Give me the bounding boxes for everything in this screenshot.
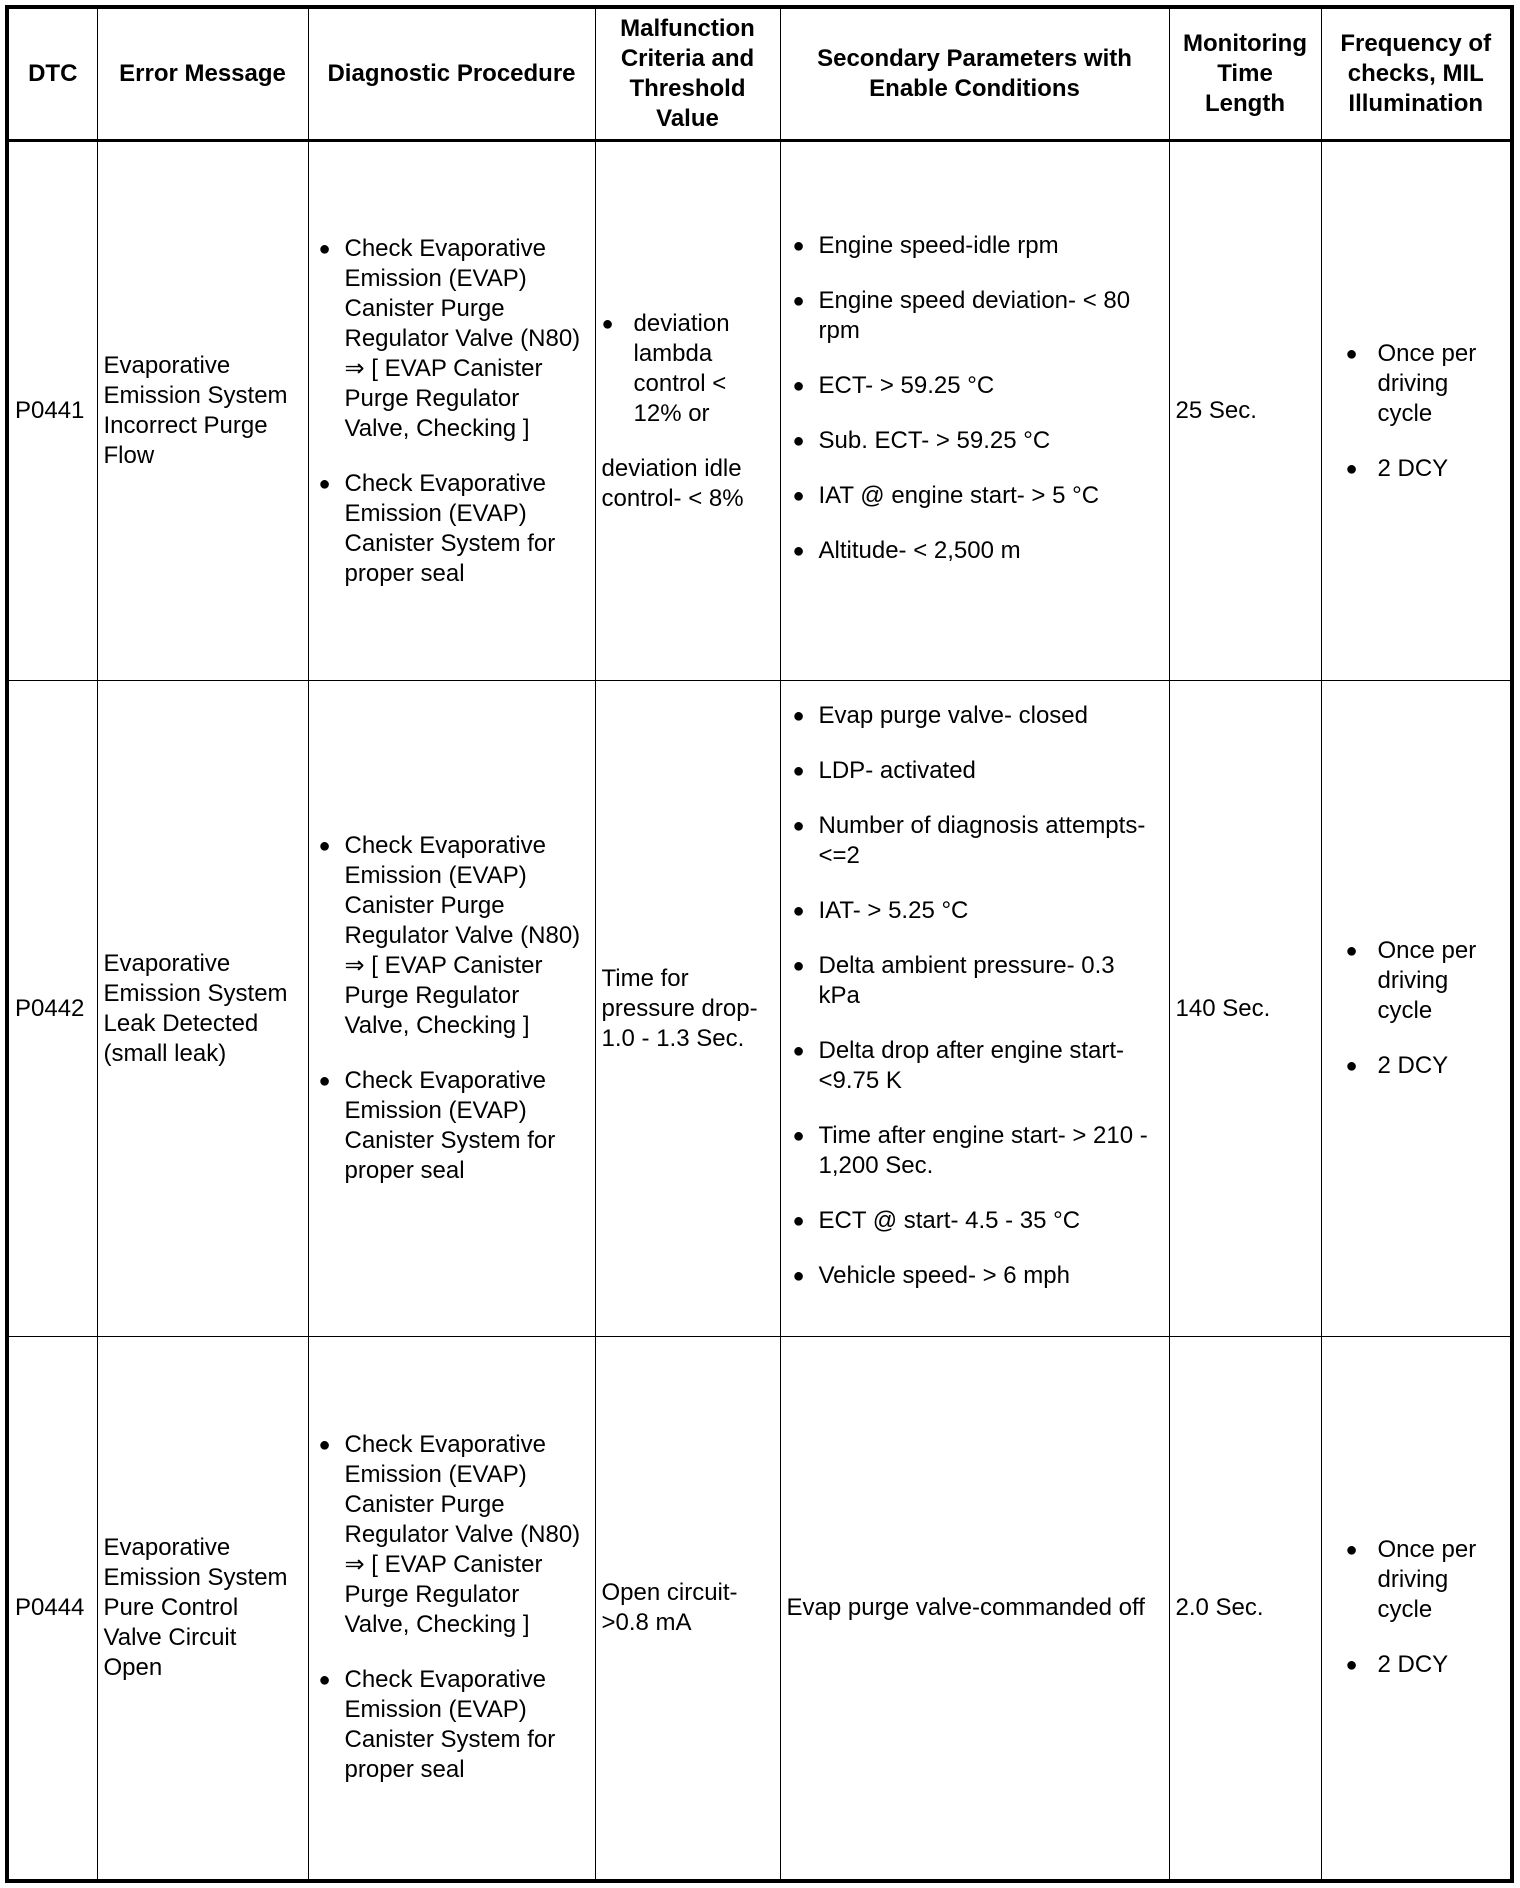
secondary-param: ● Number of diagnosis attempts- <=2 (787, 811, 1163, 871)
header-secondary-parameters: Secondary Parameters with Enable Conditions (780, 7, 1169, 141)
secondary-param: ● LDP- activated (787, 756, 1163, 786)
table-row (7, 141, 1512, 681)
dtc-code: P0444 (7, 1337, 97, 1881)
secondary-param: ● IAT- > 5.25 °C (787, 896, 1163, 926)
diagnostic-step: ● Check Evaporative Emission (EVAP) Canister System for proper seal (315, 469, 589, 589)
secondary-param: ● Sub. ECT- > 59.25 °C (787, 426, 1163, 456)
monitoring-time: 25 Sec. (1169, 141, 1321, 681)
frequency (1321, 1337, 1512, 1881)
diagnostic-procedure (308, 681, 595, 1337)
secondary-param: ● ECT @ start- 4.5 - 35 °C (787, 1206, 1163, 1236)
monitoring-time: 140 Sec. (1169, 681, 1321, 1337)
secondary-param: ● Altitude- < 2,500 m (787, 536, 1163, 566)
frequency-item: ● Once per driving cycle (1346, 339, 1505, 429)
criteria-text: deviation idle control- < 8% (601, 454, 744, 512)
diagnostic-step: ● Check Evaporative Emission (EVAP) Canister Purge Regulator Valve (N80) ⇒ [ EVAP Canister Purge Regulator Valve, Checking ] (315, 1430, 589, 1640)
table-row (7, 681, 1512, 1337)
dtc-code: P0441 (7, 141, 97, 681)
malfunction-criteria: Time for pressure drop- 1.0 - 1.3 Sec. (595, 681, 780, 1337)
error-message: Evaporative Emission System Incorrect Purge Flow (97, 141, 308, 681)
header-error-message: Error Message (97, 7, 308, 141)
secondary-param: ● IAT @ engine start- > 5 °C (787, 481, 1163, 511)
secondary-parameters (780, 141, 1169, 681)
dtc-table (5, 5, 1514, 1883)
criteria-bullet: ● deviation lambda control < 12% or (602, 309, 774, 429)
header-malfunction-criteria: Malfunction Criteria and Threshold Value (595, 7, 780, 141)
secondary-parameters: Evap purge valve-commanded off (780, 1337, 1169, 1881)
secondary-param: ● Delta drop after engine start-<9.75 K (787, 1036, 1163, 1096)
error-message: Evaporative Emission System Pure Control Valve Circuit Open (97, 1337, 308, 1881)
frequency-item: ● Once per driving cycle (1346, 936, 1505, 1026)
secondary-param: ● ECT- > 59.25 °C (787, 371, 1163, 401)
secondary-param: ● Engine speed deviation- < 80 rpm (787, 286, 1163, 346)
monitoring-time: 2.0 Sec. (1169, 1337, 1321, 1881)
diagnostic-procedure (308, 141, 595, 681)
header-frequency: Frequency of checks, MIL Illumination (1321, 7, 1512, 141)
frequency-item: ● 2 DCY (1346, 1051, 1505, 1081)
header-row (7, 7, 1512, 141)
header-dtc: DTC (7, 7, 97, 141)
malfunction-criteria (595, 141, 780, 681)
frequency (1321, 681, 1512, 1337)
header-monitoring-time: Monitoring Time Length (1169, 7, 1321, 141)
diagnostic-step: ● Check Evaporative Emission (EVAP) Canister Purge Regulator Valve (N80) ⇒ [ EVAP Canister Purge Regulator Valve, Checking ] (315, 831, 589, 1041)
error-message: Evaporative Emission System Leak Detected (small leak) (97, 681, 308, 1337)
frequency (1321, 141, 1512, 681)
secondary-param: ● Delta ambient pressure- 0.3 kPa (787, 951, 1163, 1011)
diagnostic-step: ● Check Evaporative Emission (EVAP) Canister System for proper seal (315, 1665, 589, 1785)
frequency-item: ● 2 DCY (1346, 1650, 1505, 1680)
frequency-item: ● 2 DCY (1346, 454, 1505, 484)
diagnostic-procedure (308, 1337, 595, 1881)
secondary-param: ● Vehicle speed- > 6 mph (787, 1261, 1163, 1291)
diagnostic-step: ● Check Evaporative Emission (EVAP) Canister System for proper seal (315, 1066, 589, 1186)
secondary-param: ● Evap purge valve- closed (787, 701, 1163, 731)
dtc-code: P0442 (7, 681, 97, 1337)
secondary-param: ● Engine speed-idle rpm (787, 231, 1163, 261)
table-row (7, 1337, 1512, 1881)
secondary-parameters (780, 681, 1169, 1337)
diagnostic-step: ● Check Evaporative Emission (EVAP) Canister Purge Regulator Valve (N80) ⇒ [ EVAP Canister Purge Regulator Valve, Checking ] (315, 234, 589, 444)
secondary-param: ● Time after engine start- > 210 - 1,200 Sec. (787, 1121, 1163, 1181)
frequency-item: ● Once per driving cycle (1346, 1535, 1505, 1625)
malfunction-criteria: Open circuit->0.8 mA (595, 1337, 780, 1881)
header-diagnostic-procedure: Diagnostic Procedure (308, 7, 595, 141)
